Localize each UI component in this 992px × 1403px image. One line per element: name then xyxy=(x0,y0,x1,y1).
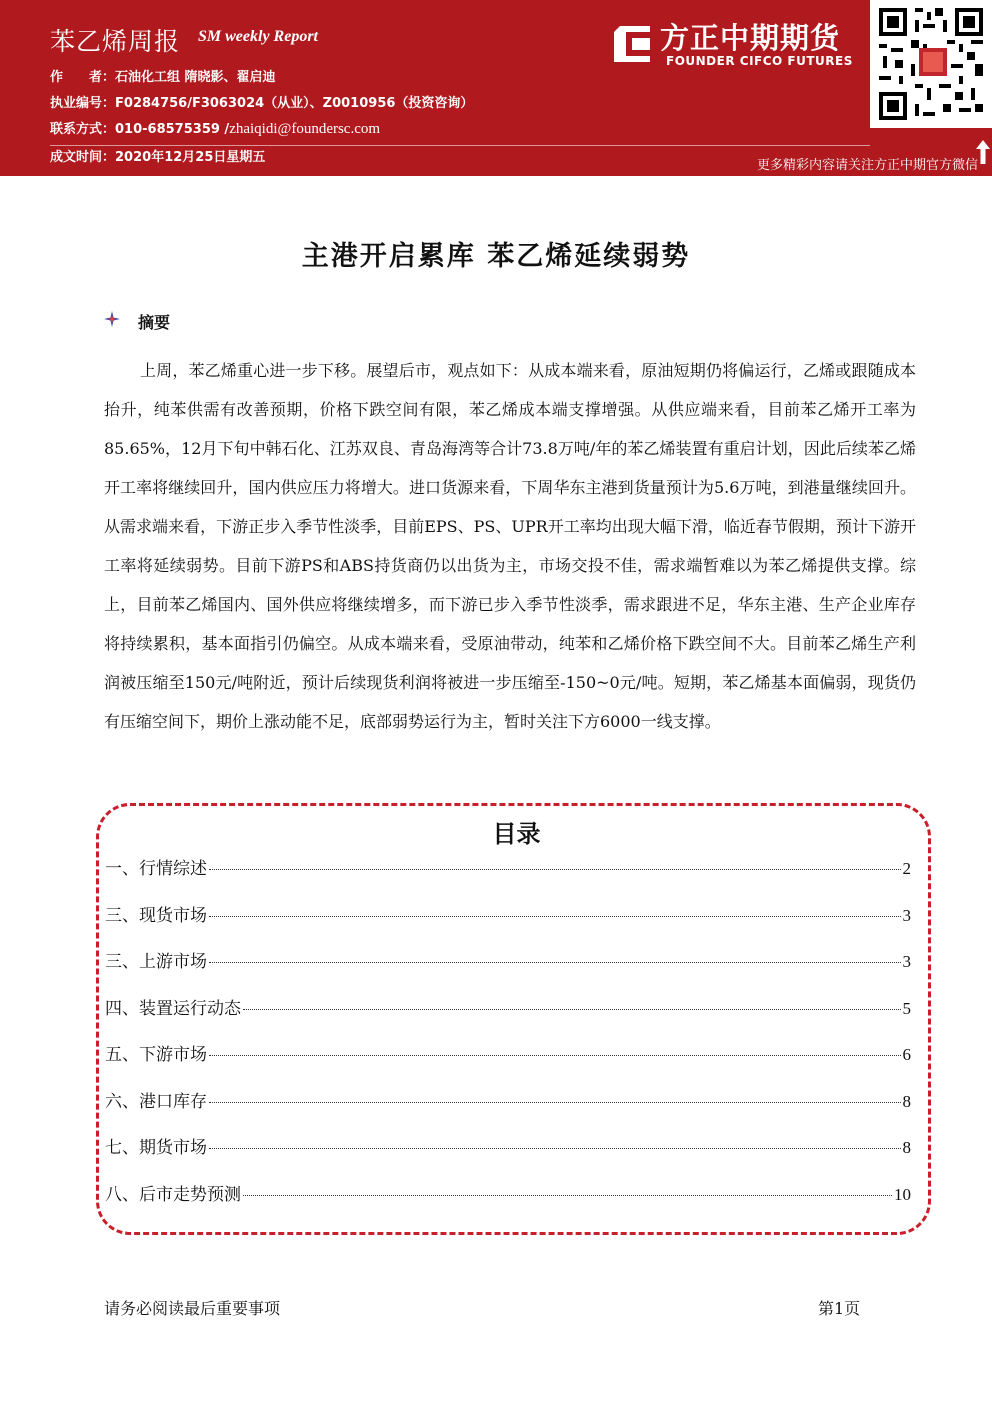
toc-leader-dots xyxy=(209,1102,901,1103)
author-label: 作 者： xyxy=(50,70,116,85)
toc-item[interactable] xyxy=(105,1087,911,1134)
company-logo-icon xyxy=(612,24,652,64)
license-line xyxy=(50,92,473,111)
license-value: F0284756/F3063024（从业）、Z0010956（投资咨询） xyxy=(115,96,474,111)
wechat-qr-code xyxy=(870,0,992,128)
toc-leader-dots xyxy=(243,1009,901,1010)
arrow-up-icon xyxy=(976,140,990,164)
author-value: 石油化工组 隋晓影、翟启迪 xyxy=(115,70,276,85)
date-label: 成文时间： xyxy=(50,150,116,165)
toc-item-page: 3 xyxy=(902,905,911,925)
date-value: 2020年12月25日星期五 xyxy=(115,150,266,165)
report-series-subtitle: SM weekly Report xyxy=(198,28,318,45)
toc-item-page: 2 xyxy=(902,859,911,878)
company-name-cn: 方正中期期货 xyxy=(660,21,841,55)
report-series-title: 苯乙烯周报 xyxy=(50,27,181,56)
toc-item[interactable] xyxy=(105,1180,911,1227)
toc-list xyxy=(105,854,911,1226)
abstract-paragraph: 上周，苯乙烯重心进一步下移。展望后市，观点如下：从成本端来看，原油短期仍将偏运行，乙烯或跟随成本抬升，纯苯供需有改善预期，价格下跌空间有限，苯乙烯成本端支撑增强。从供应端来看，目前苯乙烯开工率为85.65%，12月下旬中韩石化、江苏双良、青岛海湾等合计73.8万吨/年的苯乙烯装置有重启计划，因此后续苯乙烯开工率将继续回升，国内供应压力将增大。进口货源来看，下周华东主港到货量预计为5.6万吨，到港量继续回升。从需求端来看，下游正步入季节性淡季，目前EPS、PS、UPR开工率均出现大幅下滑，临近春节假期，预计下游开工率将延续弱势。目前下游PS和ABS持货商仍以出货为主，市场交投不佳，需求端暂难以为苯乙烯提供支撑。综上，目前苯乙烯国内、国外供应将继续增多，而下游已步入季节性淡季，需求跟进不足，华东主港、生产企业库存将持续累积，基本面指引仍偏空。从成本端来看，受原油带动，纯苯和乙烯价格下跌空间不大。目前苯乙烯生产利润被压缩至150元/吨附近，预计后续现货利润将被进一步压缩至-150~0元/吨。短期，苯乙烯基本面偏弱，现货仍有压缩空间下，期价上涨动能不足，底部弱势运行为主，暂时关注下方6000一线支撑。 xyxy=(104,361,916,731)
toc-leader-dots xyxy=(209,1055,901,1056)
contact-email[interactable]: zhaiqidi@foundersc.com xyxy=(229,121,381,137)
toc-item-page: 8 xyxy=(902,1138,911,1157)
toc-item-label: 一、行情综述 xyxy=(105,859,207,879)
toc-leader-dots xyxy=(209,916,901,917)
contact-phone: 010-68575359 / xyxy=(115,122,230,137)
license-label: 执业编号： xyxy=(50,96,116,111)
toc-leader-dots xyxy=(209,869,901,870)
toc-item[interactable] xyxy=(105,1133,911,1180)
company-name-en: FOUNDER CIFCO FUTURES xyxy=(666,54,853,68)
toc-item-page: 5 xyxy=(902,998,911,1018)
toc-item-label: 六、港口库存 xyxy=(105,1091,207,1112)
toc-item-label: 三、现货市场 xyxy=(105,905,207,926)
toc-item-page: 10 xyxy=(894,1184,911,1204)
toc-item-page: 6 xyxy=(902,1045,911,1064)
author-line xyxy=(50,66,276,85)
wechat-follow-note: 更多精彩内容请关注方正中期官方微信 xyxy=(756,158,978,173)
toc-item-label: 三、上游市场 xyxy=(105,952,207,972)
toc-item[interactable] xyxy=(105,901,911,948)
table-of-contents xyxy=(96,803,931,1235)
toc-item-label: 七、期货市场 xyxy=(105,1138,207,1158)
qr-code-icon xyxy=(879,8,983,120)
toc-item[interactable] xyxy=(105,947,911,994)
toc-item-page: 3 xyxy=(902,952,911,971)
toc-item[interactable] xyxy=(105,1040,911,1087)
footer-notice: 请务必阅读最后重要事项 xyxy=(104,1299,281,1318)
date-line xyxy=(50,146,265,165)
toc-leader-dots xyxy=(209,962,901,963)
contact-line xyxy=(50,118,380,138)
toc-leader-dots xyxy=(243,1195,892,1196)
sparkle-bullet-icon xyxy=(104,311,120,327)
report-header xyxy=(0,0,992,176)
toc-item[interactable] xyxy=(105,994,911,1041)
contact-label: 联系方式： xyxy=(50,122,116,137)
toc-heading: 目录 xyxy=(492,820,541,848)
toc-item-label: 四、装置运行动态 xyxy=(105,998,241,1019)
toc-item-page: 8 xyxy=(902,1091,911,1111)
toc-leader-dots xyxy=(209,1148,901,1149)
abstract-label: 摘要 xyxy=(138,313,171,332)
toc-item[interactable] xyxy=(105,854,911,901)
toc-item-label: 五、下游市场 xyxy=(105,1045,207,1065)
footer-page-number: 第1页 xyxy=(818,1299,861,1318)
report-title: 主港开启累库 苯乙烯延续弱势 xyxy=(301,241,691,272)
toc-item-label: 八、后市走势预测 xyxy=(105,1184,241,1205)
